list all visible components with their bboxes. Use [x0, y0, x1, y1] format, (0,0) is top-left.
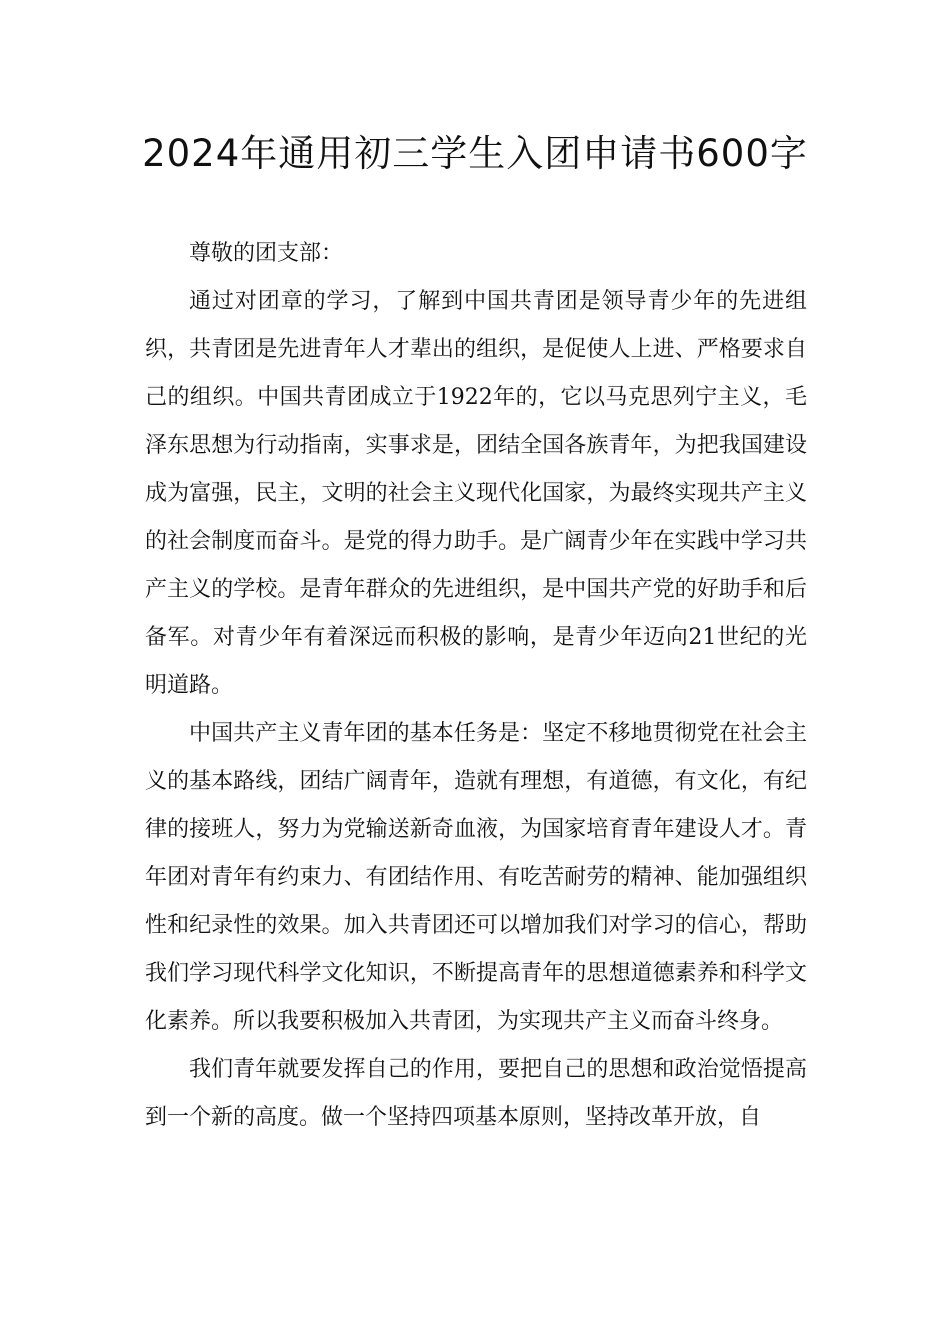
document-title: 2024年通用初三学生入团申请书600字 [142, 132, 808, 175]
salutation: 尊敬的团支部： [189, 241, 344, 266]
paragraph-3: 我们青年就要发挥自己的作用，要把自己的思想和政治觉悟提高到一个新的高度。做一个坚持四项基本原则，坚持改革开放，自 [145, 1057, 807, 1130]
document-body [145, 230, 807, 1142]
paragraph-2: 中国共产主义青年团的基本任务是：坚定不移地贯彻党在社会主义的基本路线，团结广阔青年，造就有理想，有道德，有文化，有纪律的接班人，努力为党输送新奇血液，为国家培育青年建设人才。青年团对青年有约束力、有团结作用、有吃苦耐劳的精神、能加强组织性和纪录性的效果。加入共青团还可以增加我们对学习的信心，帮助我们学习现代科学文化知识，不断提高青年的思想道德素养和科学文化素养。所以我要积极加入共青团，为实现共产主义而奋斗终身。 [145, 721, 807, 1034]
paragraph-1: 通过对团章的学习，了解到中国共青团是领导青少年的先进组织，共青团是先进青年人才辈出的组织，是促使人上进、严格要求自己的组织。中国共青团成立于1922年的，它以马克思列宁主义，毛泽东思想为行动指南，实事求是，团结全国各族青年，为把我国建设成为富强，民主，文明的社会主义现代化国家，为最终实现共产主义的社会制度而奋斗。是党的得力助手。是广阔青少年在实践中学习共产主义的学校。是青年群众的先进组织，是中国共产党的好助手和后备军。对青少年有着深远而积极的影响，是青少年迈向21世纪的光明道路。 [145, 289, 807, 698]
